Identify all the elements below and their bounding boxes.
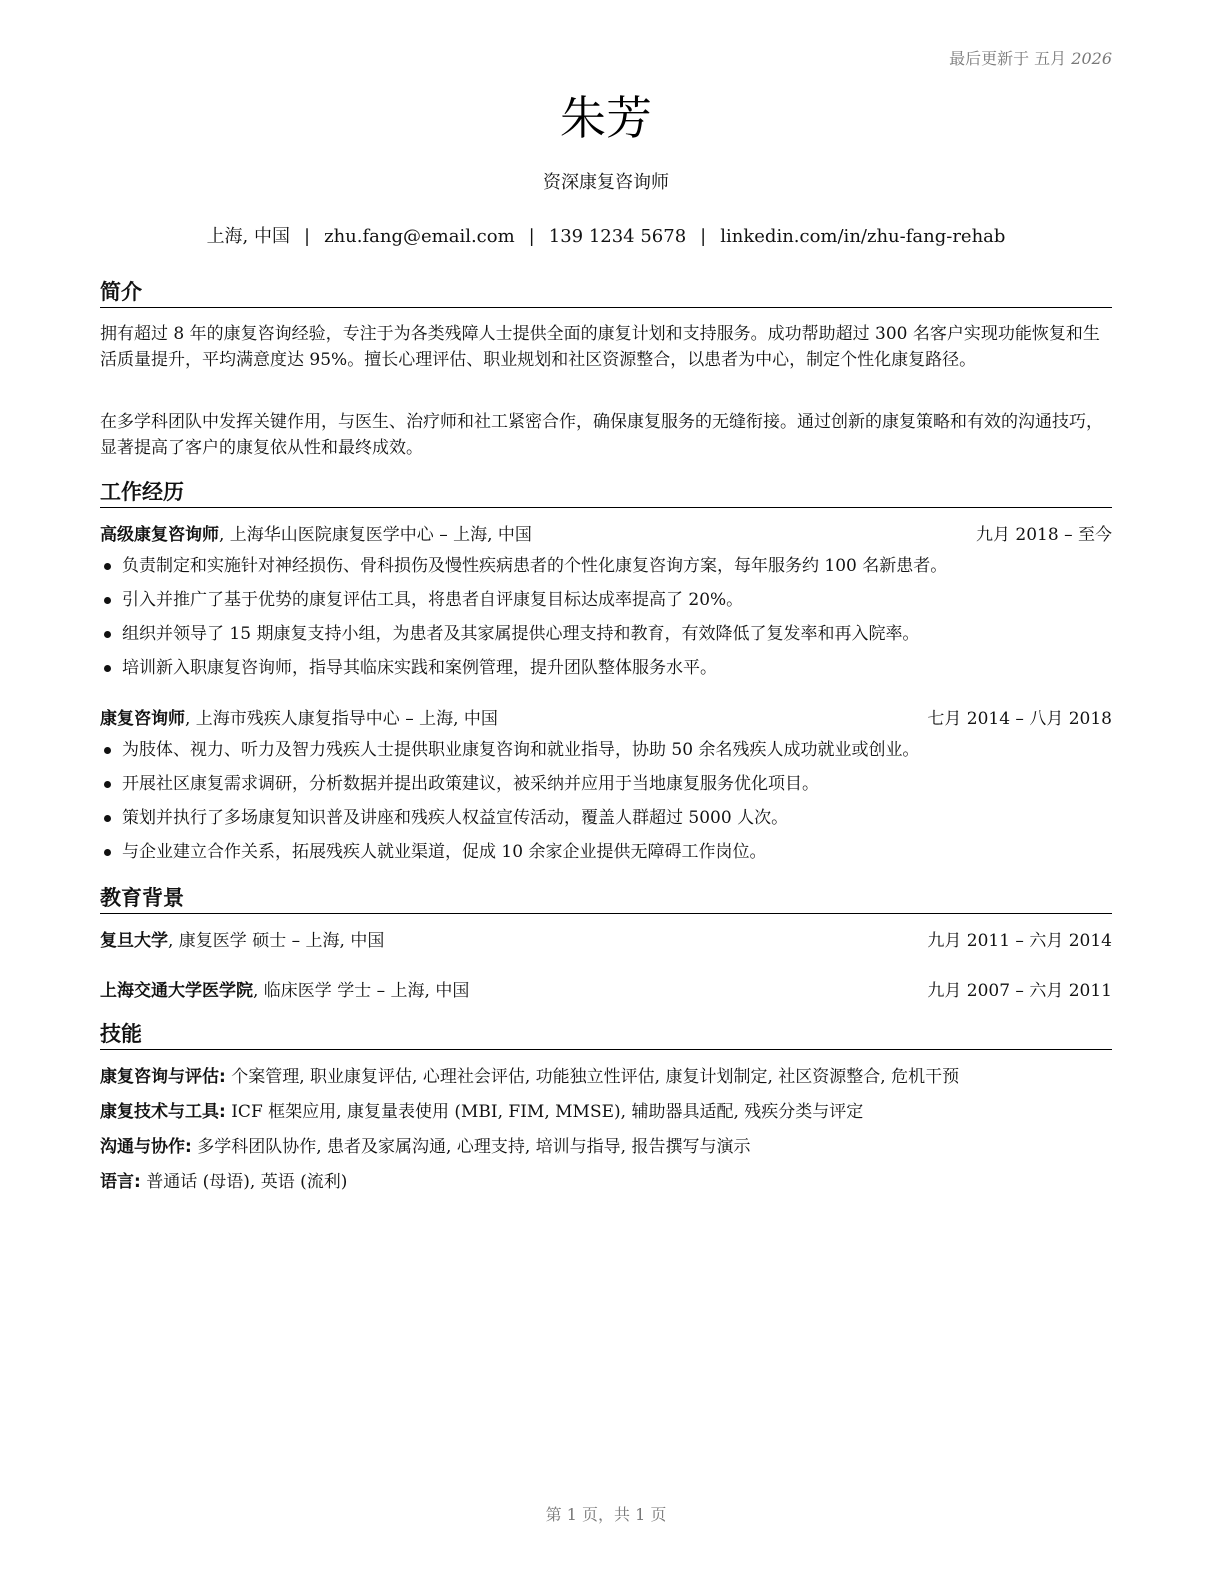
- contact-separator: |: [700, 226, 707, 247]
- candidate-headline: 资深康复咨询师: [543, 172, 669, 193]
- job-org: , 上海华山医院康复医学中心 – 上海, 中国: [219, 525, 532, 545]
- section-title-experience: 工作经历: [100, 478, 1112, 508]
- job-role: 高级康复咨询师: [100, 525, 219, 545]
- job-dates: 七月 2014 – 八月 2018: [927, 709, 1112, 729]
- skill-line: [100, 1099, 1112, 1125]
- summary-paragraph: 拥有超过 8 年的康复咨询经验，专注于为各类残障人士提供全面的康复计划和支持服务。成功帮助超过 300 名客户实现功能恢复和生活质量提升，平均满意度达 95%。擅长心理评估、职业规划和社区资源整合，以患者为中心，制定个性化康复路径。: [100, 324, 1100, 370]
- job-bullets: [100, 553, 1112, 689]
- education-school: 上海交通大学医学院: [100, 981, 253, 1001]
- skill-category: 康复技术与工具:: [100, 1102, 226, 1122]
- contact-separator: |: [528, 226, 535, 247]
- job-header: [100, 706, 1112, 732]
- list-item: 与企业建立合作关系，拓展残疾人就业渠道，促成 10 余家企业提供无障碍工作岗位。: [100, 839, 1112, 873]
- job-role: 康复咨询师: [100, 709, 185, 729]
- job-org: , 上海市残疾人康复指导中心 – 上海, 中国: [185, 709, 498, 729]
- section-title-skills: 技能: [100, 1020, 1112, 1050]
- skill-items: 普通话 (母语), 英语 (流利): [146, 1172, 348, 1192]
- job-header: [100, 522, 1112, 548]
- skill-category: 语言:: [100, 1172, 141, 1192]
- contact-separator: |: [304, 226, 311, 247]
- list-item: 组织并领导了 15 期康复支持小组，为患者及其家属提供心理支持和教育，有效降低了复发率和再入院率。: [100, 621, 1112, 655]
- education-detail: , 临床医学 学士 – 上海, 中国: [253, 981, 470, 1001]
- skill-line: [100, 1169, 1112, 1195]
- section-title-summary: 简介: [100, 278, 1112, 308]
- list-item: 引入并推广了基于优势的康复评估工具，将患者自评康复目标达成率提高了 20%。: [100, 587, 1112, 621]
- education-school: 复旦大学: [100, 931, 168, 951]
- section-title-education: 教育背景: [100, 884, 1112, 914]
- list-item: 开展社区康复需求调研，分析数据并提出政策建议，被采纳并应用于当地康复服务优化项目。: [100, 771, 1112, 805]
- contact-line: [100, 225, 1112, 249]
- education-dates: 九月 2007 – 六月 2011: [927, 981, 1112, 1001]
- skill-category: 康复咨询与评估:: [100, 1067, 226, 1087]
- skill-items: 多学科团队协作, 患者及家属沟通, 心理支持, 培训与指导, 报告撰写与演示: [197, 1137, 751, 1157]
- skill-line: [100, 1064, 1112, 1090]
- education-item: [100, 978, 1112, 1004]
- education-detail: , 康复医学 硕士 – 上海, 中国: [168, 931, 385, 951]
- contact-linkedin[interactable]: linkedin.com/in/zhu-fang-rehab: [720, 226, 1006, 247]
- skill-items: ICF 框架应用, 康复量表使用 (MBI, FIM, MMSE), 辅助器具适配, 残疾分类与评定: [231, 1102, 864, 1122]
- education-item: [100, 928, 1112, 954]
- last-updated-label: 最后更新于 五月: [949, 49, 1067, 68]
- contact-email[interactable]: zhu.fang@email.com: [324, 226, 515, 247]
- page-number: 第 1 页，共 1 页: [545, 1505, 667, 1524]
- skill-items: 个案管理, 职业康复评估, 心理社会评估, 功能独立性评估, 康复计划制定, 社区资源整合, 危机干预: [231, 1067, 960, 1087]
- job-bullets: [100, 737, 1112, 873]
- education-dates: 九月 2011 – 六月 2014: [927, 931, 1112, 951]
- skill-line: [100, 1134, 1112, 1160]
- list-item: 负责制定和实施针对神经损伤、骨科损伤及慢性疾病患者的个性化康复咨询方案，每年服务约 100 名新患者。: [100, 553, 1112, 587]
- summary-paragraph: 在多学科团队中发挥关键作用，与医生、治疗师和社工紧密合作，确保康复服务的无缝衔接。通过创新的康复策略和有效的沟通技巧，显著提高了客户的康复依从性和最终成效。: [100, 412, 1103, 458]
- list-item: 培训新入职康复咨询师，指导其临床实践和案例管理，提升团队整体服务水平。: [100, 655, 1112, 689]
- resume-page: [100, 0, 1112, 1584]
- list-item: 策划并执行了多场康复知识普及讲座和残疾人权益宣传活动，覆盖人群超过 5000 人次。: [100, 805, 1112, 839]
- candidate-name: 朱芳: [560, 91, 652, 145]
- job-dates: 九月 2018 – 至今: [976, 525, 1112, 545]
- skill-category: 沟通与协作:: [100, 1137, 192, 1157]
- last-updated-year: 2026: [1071, 49, 1112, 68]
- list-item: 为肢体、视力、听力及智力残疾人士提供职业康复咨询和就业指导，协助 50 余名残疾人成功就业或创业。: [100, 737, 1112, 771]
- last-updated: [949, 46, 1112, 69]
- contact-location: 上海, 中国: [206, 226, 291, 247]
- contact-phone: 139 1234 5678: [548, 226, 687, 247]
